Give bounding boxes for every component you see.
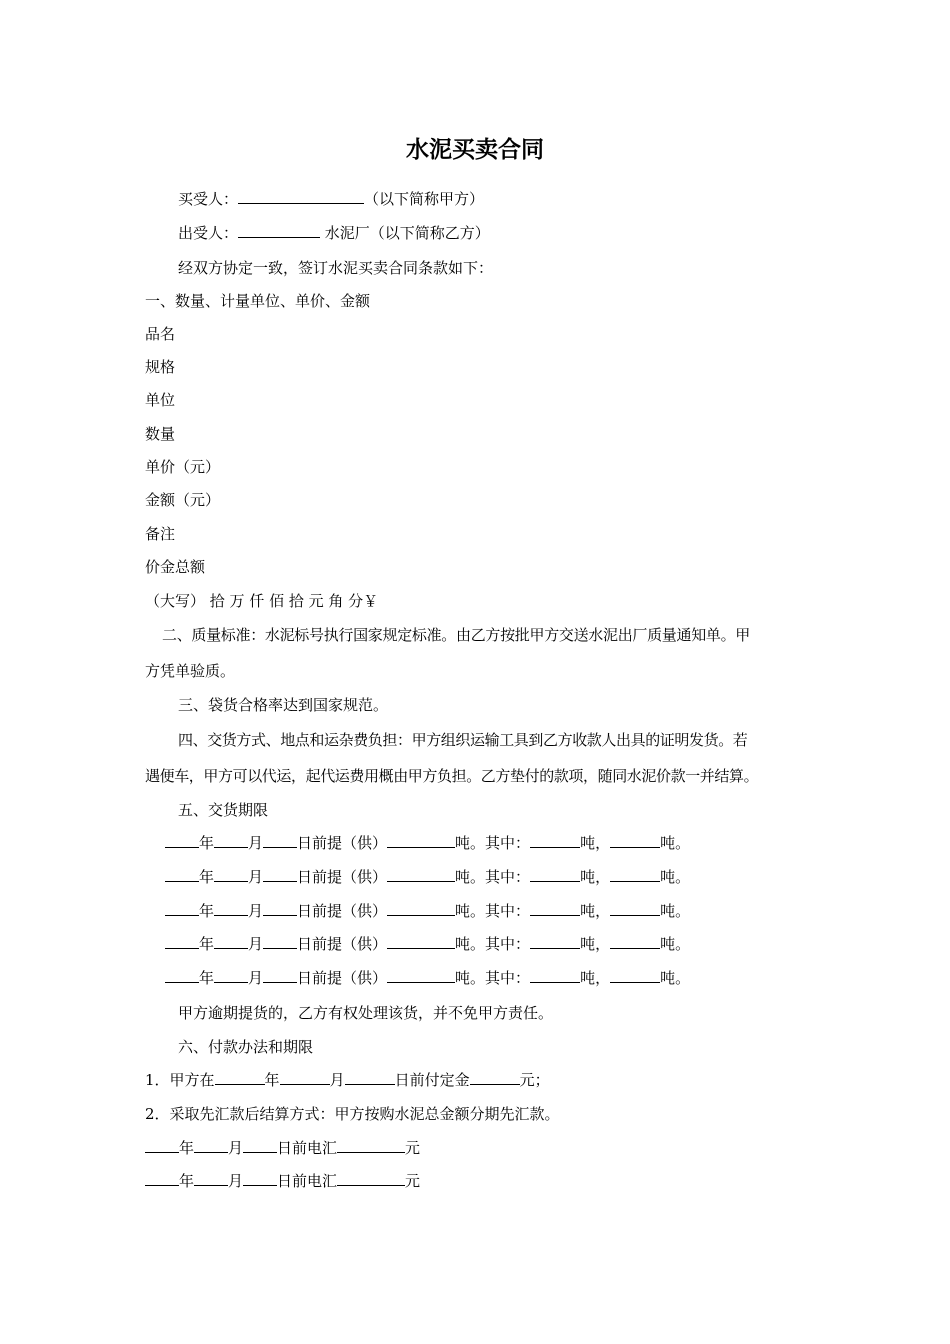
section4-line2: 遇便车，甲方可以代运，起代运费用概由甲方负担。乙方垫付的款项，随同水泥价款一并结算。	[145, 767, 759, 785]
delivery-row	[165, 900, 835, 922]
month-blank	[214, 933, 248, 949]
section3-text: 三、袋货合格率达到国家规范。	[178, 696, 389, 714]
field-product-name: 品名	[145, 325, 176, 343]
field-spec: 规格	[145, 358, 176, 376]
month-label: 月	[228, 1172, 244, 1190]
yuan-label: 元；	[519, 1071, 550, 1089]
month-label: 月	[329, 1071, 345, 1089]
document-title: 水泥买卖合同	[406, 136, 544, 163]
field-quantity: 数量	[145, 425, 176, 443]
year-blank	[215, 1069, 265, 1085]
ton-label: 吨，	[580, 834, 611, 852]
year-label: 年	[199, 834, 215, 852]
ton-label: 吨。	[660, 969, 691, 987]
month-label: 月	[248, 902, 264, 920]
buyer-suffix: （以下简称甲方）	[364, 190, 485, 208]
ton-label: 吨，	[580, 868, 611, 886]
section2-line2: 方凭单验质。	[145, 662, 236, 680]
buyer-line	[178, 188, 848, 210]
seller-line	[178, 222, 848, 244]
remittance-row	[145, 1170, 815, 1192]
month-label: 月	[248, 834, 264, 852]
ton-label: 吨，	[580, 902, 611, 920]
day-blank	[263, 866, 297, 882]
deposit-line	[145, 1069, 815, 1091]
yuan-label: 元	[405, 1172, 421, 1190]
seller-label: 出受人：	[178, 224, 239, 242]
ton-label: 吨。其中：	[455, 969, 531, 987]
delivery-row	[165, 967, 835, 989]
year-label: 年	[199, 868, 215, 886]
year-label: 年	[264, 1071, 280, 1089]
year-blank	[165, 866, 199, 882]
month-blank	[214, 967, 248, 983]
year-blank	[145, 1170, 179, 1186]
ton-blank	[530, 900, 580, 916]
ton-blank	[610, 866, 660, 882]
amount-blank	[337, 1137, 405, 1153]
year-label: 年	[199, 935, 215, 953]
month-blank	[214, 866, 248, 882]
day-blank	[243, 1170, 277, 1186]
ton-blank	[610, 900, 660, 916]
ton-blank	[530, 933, 580, 949]
remit-label: 日前电汇	[277, 1139, 338, 1157]
ton-label: 吨。其中：	[455, 868, 531, 886]
ton-blank	[610, 933, 660, 949]
month-blank	[280, 1069, 330, 1085]
yuan-label: 元	[405, 1139, 421, 1157]
ton-blank	[610, 832, 660, 848]
deposit-label: 日前付定金	[394, 1071, 470, 1089]
ton-blank	[610, 967, 660, 983]
day-label: 日前提（供）	[297, 969, 388, 987]
ton-label: 吨，	[580, 935, 611, 953]
seller-suffix: 水泥厂（以下简称乙方）	[324, 224, 490, 242]
year-blank	[165, 832, 199, 848]
ton-label: 吨。	[660, 834, 691, 852]
ton-blank	[387, 967, 455, 983]
prepayment-line: 2．采取先汇款后结算方式：甲方按购水泥总金额分期先汇款。	[145, 1105, 560, 1123]
delivery-row	[165, 866, 835, 888]
ton-blank	[530, 967, 580, 983]
day-blank	[263, 967, 297, 983]
month-blank	[194, 1137, 228, 1153]
ton-label: 吨。其中：	[455, 902, 531, 920]
buyer-blank	[238, 188, 364, 204]
ton-label: 吨。	[660, 902, 691, 920]
year-blank	[145, 1137, 179, 1153]
day-label: 日前提（供）	[297, 868, 388, 886]
month-blank	[194, 1170, 228, 1186]
section1-heading: 一、数量、计量单位、单价、金额	[145, 292, 371, 310]
field-unit: 单位	[145, 391, 176, 409]
late-pickup-clause: 甲方逾期提货的，乙方有权处理该货，并不免甲方责任。	[178, 1004, 554, 1022]
day-blank	[263, 832, 297, 848]
delivery-row	[165, 832, 835, 854]
amount-blank	[337, 1170, 405, 1186]
ton-label: 吨，	[580, 969, 611, 987]
day-blank	[345, 1069, 395, 1085]
month-label: 月	[228, 1139, 244, 1157]
remittance-row	[145, 1137, 815, 1159]
section5-heading: 五、交货期限	[178, 801, 269, 819]
seller-blank	[238, 222, 320, 238]
day-blank	[243, 1137, 277, 1153]
field-unit-price: 单价（元）	[145, 458, 221, 476]
month-label: 月	[248, 868, 264, 886]
day-label: 日前提（供）	[297, 902, 388, 920]
capital-amount-line: （大写） 拾 万 仟 佰 拾 元 角 分￥	[145, 592, 379, 610]
section2-line1: 二、质量标准：水泥标号执行国家规定标准。由乙方按批甲方交送水泥出厂质量通知单。甲	[162, 626, 751, 644]
section4-line1: 四、交货方式、地点和运杂费负担：甲方组织运输工具到乙方收款人出具的证明发货。若	[178, 731, 748, 749]
ton-blank	[530, 832, 580, 848]
ton-blank	[530, 866, 580, 882]
remit-label: 日前电汇	[277, 1172, 338, 1190]
month-label: 月	[248, 935, 264, 953]
year-label: 年	[179, 1139, 195, 1157]
field-total: 价金总额	[145, 558, 206, 576]
ton-label: 吨。其中：	[455, 834, 531, 852]
ton-blank	[387, 866, 455, 882]
amount-blank	[470, 1069, 520, 1085]
year-label: 年	[179, 1172, 195, 1190]
year-blank	[165, 900, 199, 916]
month-blank	[214, 900, 248, 916]
year-label: 年	[199, 902, 215, 920]
field-remarks: 备注	[145, 525, 176, 543]
year-blank	[165, 967, 199, 983]
intro-text: 经双方协定一致，签订水泥买卖合同条款如下：	[178, 259, 494, 277]
ton-blank	[387, 900, 455, 916]
section6-heading: 六、付款办法和期限	[178, 1038, 314, 1056]
ton-label: 吨。	[660, 935, 691, 953]
day-blank	[263, 933, 297, 949]
year-label: 年	[199, 969, 215, 987]
buyer-label: 买受人：	[178, 190, 239, 208]
day-label: 日前提（供）	[297, 834, 388, 852]
month-label: 月	[248, 969, 264, 987]
deposit-text: 1．甲方在	[145, 1071, 215, 1089]
field-amount: 金额（元）	[145, 491, 221, 509]
month-blank	[214, 832, 248, 848]
ton-label: 吨。其中：	[455, 935, 531, 953]
ton-blank	[387, 933, 455, 949]
day-label: 日前提（供）	[297, 935, 388, 953]
year-blank	[165, 933, 199, 949]
day-blank	[263, 900, 297, 916]
ton-blank	[387, 832, 455, 848]
delivery-row	[165, 933, 835, 955]
ton-label: 吨。	[660, 868, 691, 886]
